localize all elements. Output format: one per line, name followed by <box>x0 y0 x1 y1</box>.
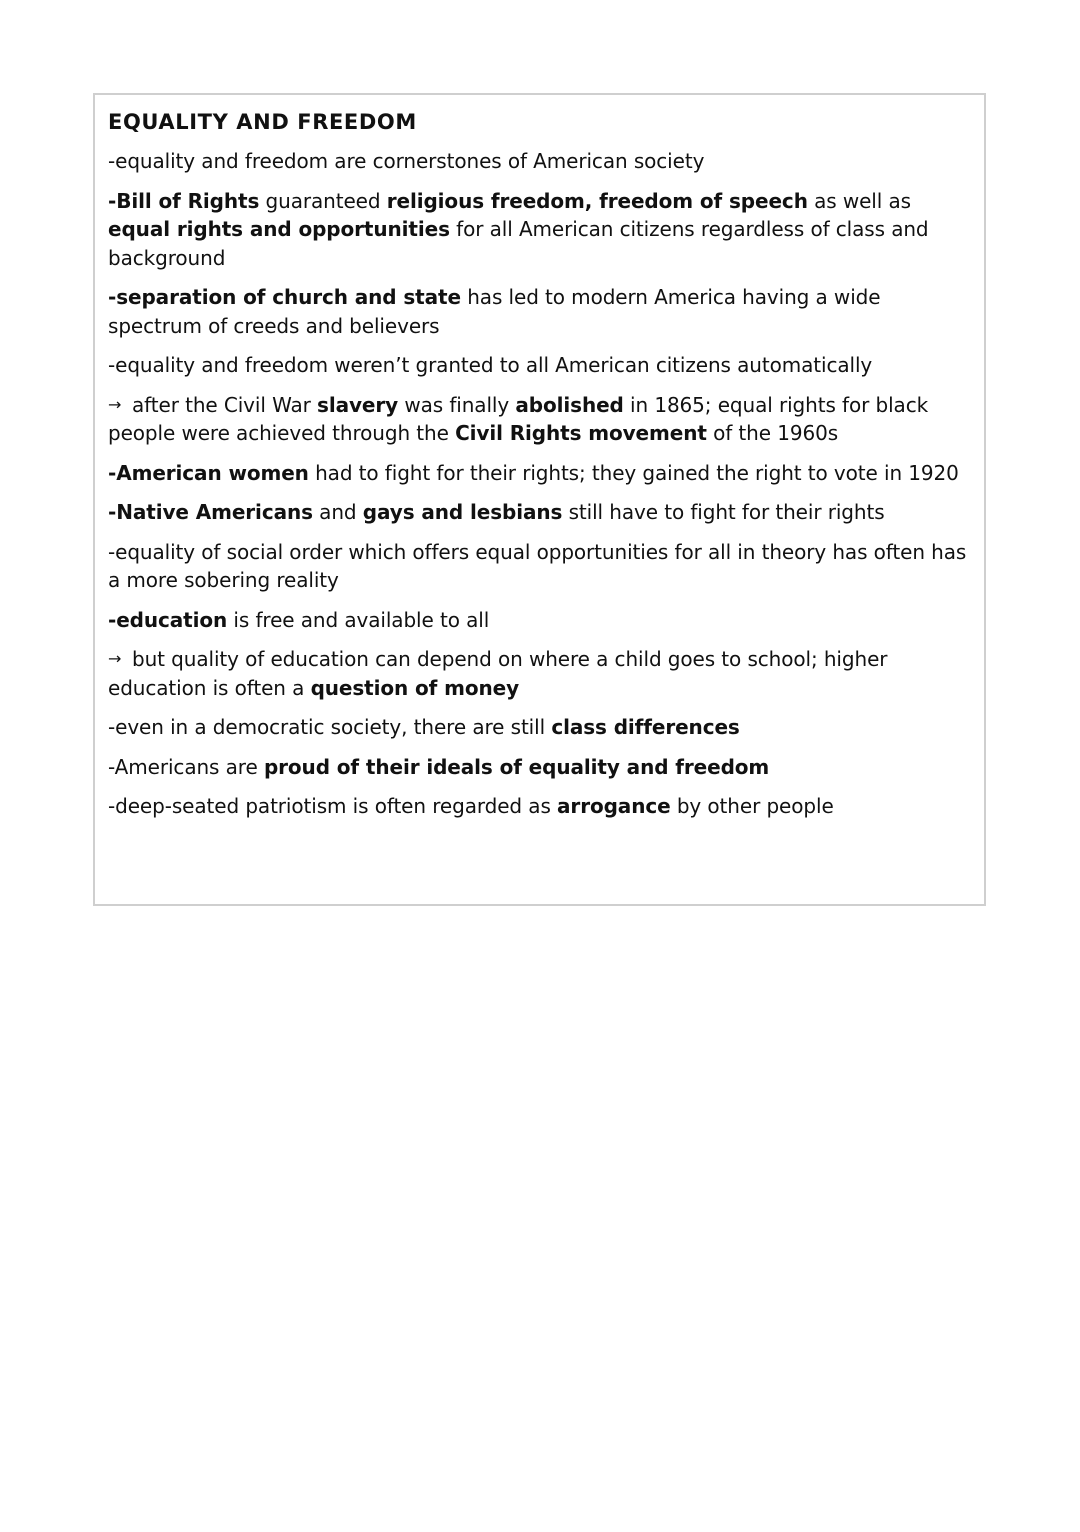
notes-box <box>93 93 986 906</box>
note-text: after the Civil War <box>132 392 318 417</box>
note-civil-war <box>108 391 970 448</box>
note-keyword: slavery <box>317 392 399 417</box>
note-keyword: -Bill of Rights <box>108 188 260 213</box>
note-keyword: Civil Rights movement <box>455 421 707 445</box>
note-education <box>108 606 970 635</box>
note-social-order <box>108 538 970 595</box>
note-text: was finally <box>398 392 516 417</box>
note-keyword: equal rights and opportunities <box>108 217 450 241</box>
note-keyword: religious freedom, freedom of speech <box>386 188 808 213</box>
note-text: of the 1960s <box>706 421 839 445</box>
note-text: as well as <box>807 188 911 213</box>
notes-title: EQUALITY AND FREEDOM <box>108 110 417 134</box>
note-text: -equality and freedom are cornerstones of American society <box>108 149 705 173</box>
note-text: still have to fight for their rights <box>562 500 885 524</box>
note-proud <box>108 753 970 782</box>
note-women <box>108 459 970 488</box>
note-keyword: question of money <box>310 675 520 700</box>
note-keyword: abolished <box>515 392 624 417</box>
note-keyword: arrogance <box>557 794 671 818</box>
notes-list <box>108 147 970 821</box>
note-cornerstones <box>108 147 970 176</box>
note-text: had to fight for their rights; they gained the right to vote in 1920 <box>308 460 959 485</box>
note-text: has led to modern America having a wide spectrum of creeds and believers <box>108 285 881 338</box>
note-text: guaranteed <box>259 188 387 213</box>
note-education-quality <box>108 645 970 702</box>
note-text: and <box>312 500 363 524</box>
note-text: for all American citizens regardless of class and background <box>108 217 929 270</box>
note-keyword: -Native Americans <box>108 500 313 524</box>
note-bill-of-rights <box>108 187 970 273</box>
note-keyword: -separation of church and state <box>108 285 461 309</box>
note-text: by other people <box>670 794 834 818</box>
note-text: -Americans are <box>108 754 264 779</box>
note-keyword: -education <box>108 607 228 632</box>
note-keyword: proud of their ideals of equality and freedom <box>263 754 770 779</box>
note-not-automatic <box>108 351 970 380</box>
note-native-americans <box>108 498 970 527</box>
note-keyword: class differences <box>551 715 740 739</box>
note-text: in 1865; equal rights for black people were achieved through the <box>108 392 929 445</box>
arrow-right-icon: → <box>108 394 122 414</box>
note-text: but quality of education can depend on where a child goes to school; higher education is often a <box>108 647 888 700</box>
note-keyword: -American women <box>108 460 309 485</box>
note-text: -deep-seated patriotism is often regarded as <box>108 794 558 818</box>
note-patriotism <box>108 792 970 821</box>
note-text: -equality and freedom weren’t granted to all American citizens automatically <box>108 353 873 377</box>
note-class <box>108 713 970 742</box>
note-text: -equality of social order which offers equal opportunities for all in theory has often has a more sobering reality <box>108 539 967 592</box>
note-text: is free and available to all <box>227 607 490 632</box>
note-text: -even in a democratic society, there are still <box>108 715 552 739</box>
note-separation <box>108 283 970 340</box>
arrow-right-icon: → <box>108 649 122 668</box>
note-keyword: gays and lesbians <box>362 500 563 524</box>
